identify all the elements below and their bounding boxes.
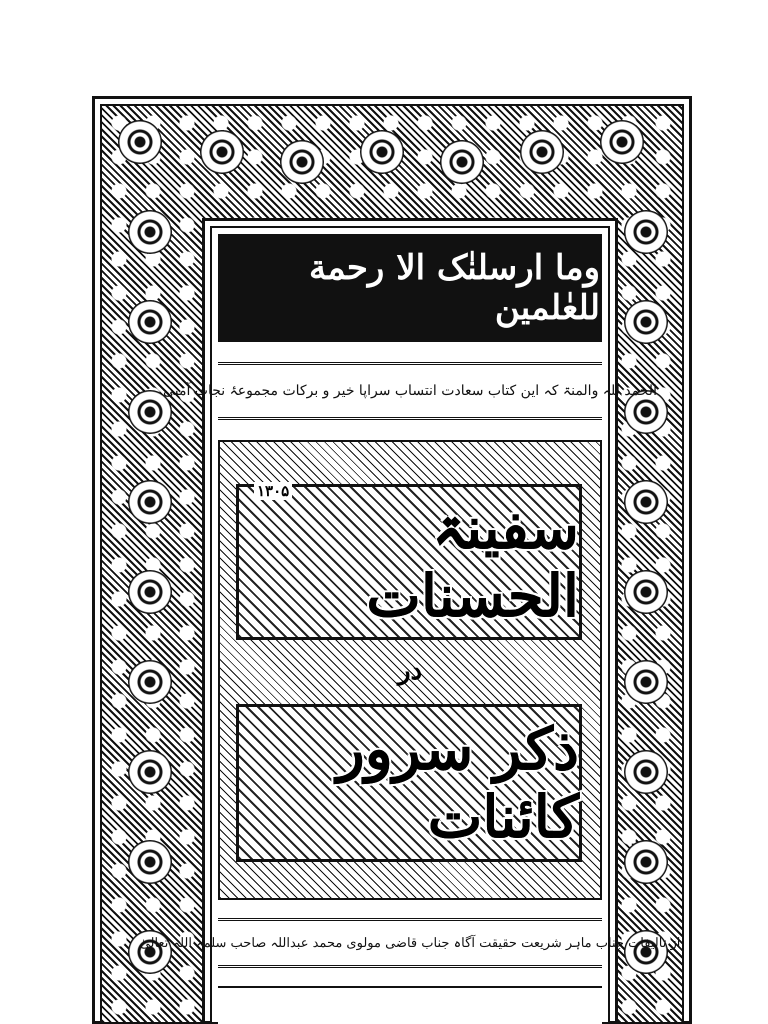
- verse-text: وما ارسلنٰک الا رحمة للعٰلمین: [309, 248, 600, 328]
- flower-ornament: [624, 570, 668, 614]
- flower-ornament: [624, 750, 668, 794]
- flower-ornament: [624, 210, 668, 254]
- author-text: از تالیفات جناب ماہر شریعت حقیقت آگاہ جناب قاضی مولوی محمد عبداللہ صاحب سلمہ اللہ تعالیٰ: [139, 935, 681, 951]
- book-subtitle: ذکر سرور کائنات: [336, 715, 579, 851]
- flower-ornament: [128, 840, 172, 884]
- flower-ornament: [440, 140, 484, 184]
- flower-ornament: [128, 570, 172, 614]
- flower-ornament: [520, 130, 564, 174]
- flower-ornament: [624, 660, 668, 704]
- connector-word: در: [398, 656, 423, 686]
- bottom-band: [218, 986, 602, 1024]
- subtitle-box: [236, 704, 582, 862]
- flower-ornament: [200, 130, 244, 174]
- flower-ornament: [128, 480, 172, 524]
- invocation-band: [163, 362, 657, 420]
- year-mark: ۱۳۰۵: [254, 482, 292, 500]
- flower-ornament: [128, 660, 172, 704]
- book-title-box: [236, 484, 582, 640]
- verse-banner: [218, 234, 602, 342]
- flower-ornament: [280, 140, 324, 184]
- flower-ornament: [128, 210, 172, 254]
- flower-ornament: [624, 480, 668, 524]
- flower-ornament: [118, 120, 162, 164]
- author-band: [139, 918, 681, 968]
- flower-ornament: [624, 300, 668, 344]
- invocation-text: الحمد للہ والمنۃ کہ این کتاب سعادت انتساب سراپا خیر و برکات مجموعۂ نجات آمنی: [163, 383, 657, 399]
- flower-ornament: [128, 750, 172, 794]
- flower-ornament: [624, 840, 668, 884]
- flower-ornament: [600, 120, 644, 164]
- flower-ornament: [128, 300, 172, 344]
- flower-ornament: [360, 130, 404, 174]
- book-title: سفینۃ الحسنات: [366, 494, 579, 630]
